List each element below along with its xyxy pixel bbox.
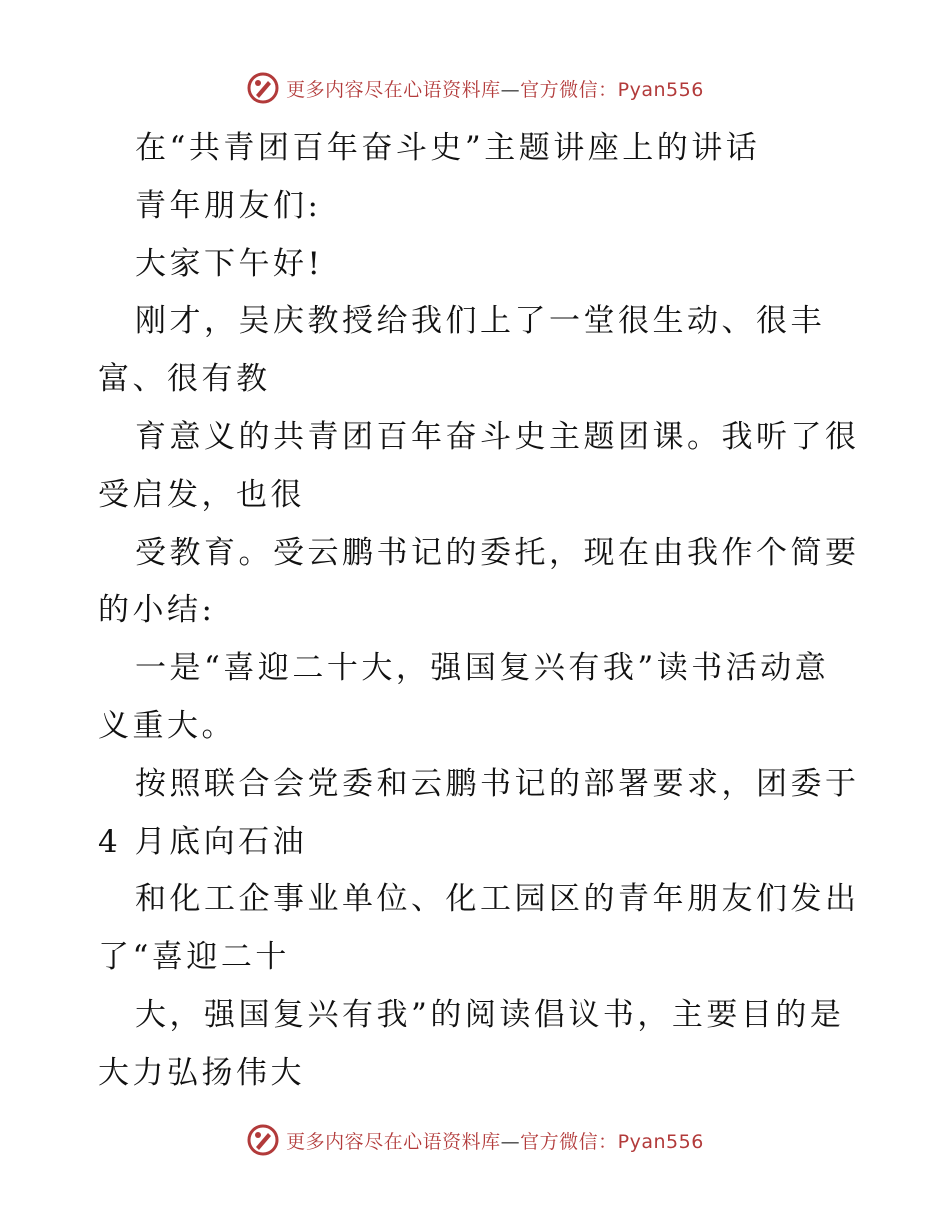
greeting: 大家下午好! — [135, 245, 324, 282]
document-title: 在“共青团百年奋斗史”主题讲座上的讲话 — [135, 130, 761, 166]
paragraph-line: 受启发，也很 — [98, 476, 305, 513]
paragraph-line: 刚才，吴庆教授给我们上了一堂很生动、很丰 — [135, 303, 825, 340]
banner-text-main: 更多内容尽在心语资料库 — [286, 1130, 501, 1153]
paragraph-line: 了“喜迎二十 — [98, 939, 290, 976]
pen-nib-logo-icon — [246, 71, 280, 105]
section-heading-line: 一是“喜迎二十大，强国复兴有我”读书活动意 — [135, 650, 830, 687]
paragraph-line: 4 月底向石油 — [98, 823, 308, 860]
paragraph-line: 大，强国复兴有我”的阅读倡议书，主要目的是 — [135, 996, 845, 1033]
banner-text-tail: 官方微信：Pyan556 — [520, 1130, 704, 1153]
banner-text-tail: 官方微信：Pyan556 — [520, 78, 704, 101]
footer-banner — [0, 1120, 950, 1160]
pen-nib-logo-icon — [246, 1123, 280, 1157]
banner-text — [286, 1127, 704, 1154]
banner-separator: — — [500, 78, 521, 101]
paragraph-line: 按照联合会党委和云鹏书记的部署要求，团委于 — [135, 765, 860, 802]
banner-text — [286, 75, 704, 102]
paragraph-line: 的小结: — [98, 592, 216, 629]
section-heading-line: 义重大。 — [98, 707, 236, 744]
header-banner — [0, 68, 950, 108]
paragraph-line: 大力弘扬伟大 — [98, 1054, 305, 1091]
document-body — [98, 120, 858, 1103]
paragraph-line: 和化工企事业单位、化工园区的青年朋友们发出 — [135, 881, 860, 918]
paragraph-line: 受教育。受云鹏书记的委托，现在由我作个简要 — [135, 534, 860, 571]
paragraph-line: 育意义的共青团百年奋斗史主题团课。我听了很 — [135, 418, 860, 455]
salutation: 青年朋友们: — [135, 187, 322, 224]
banner-separator: — — [500, 1130, 521, 1153]
banner-text-main: 更多内容尽在心语资料库 — [286, 78, 501, 101]
paragraph-line: 富、很有教 — [98, 361, 271, 398]
